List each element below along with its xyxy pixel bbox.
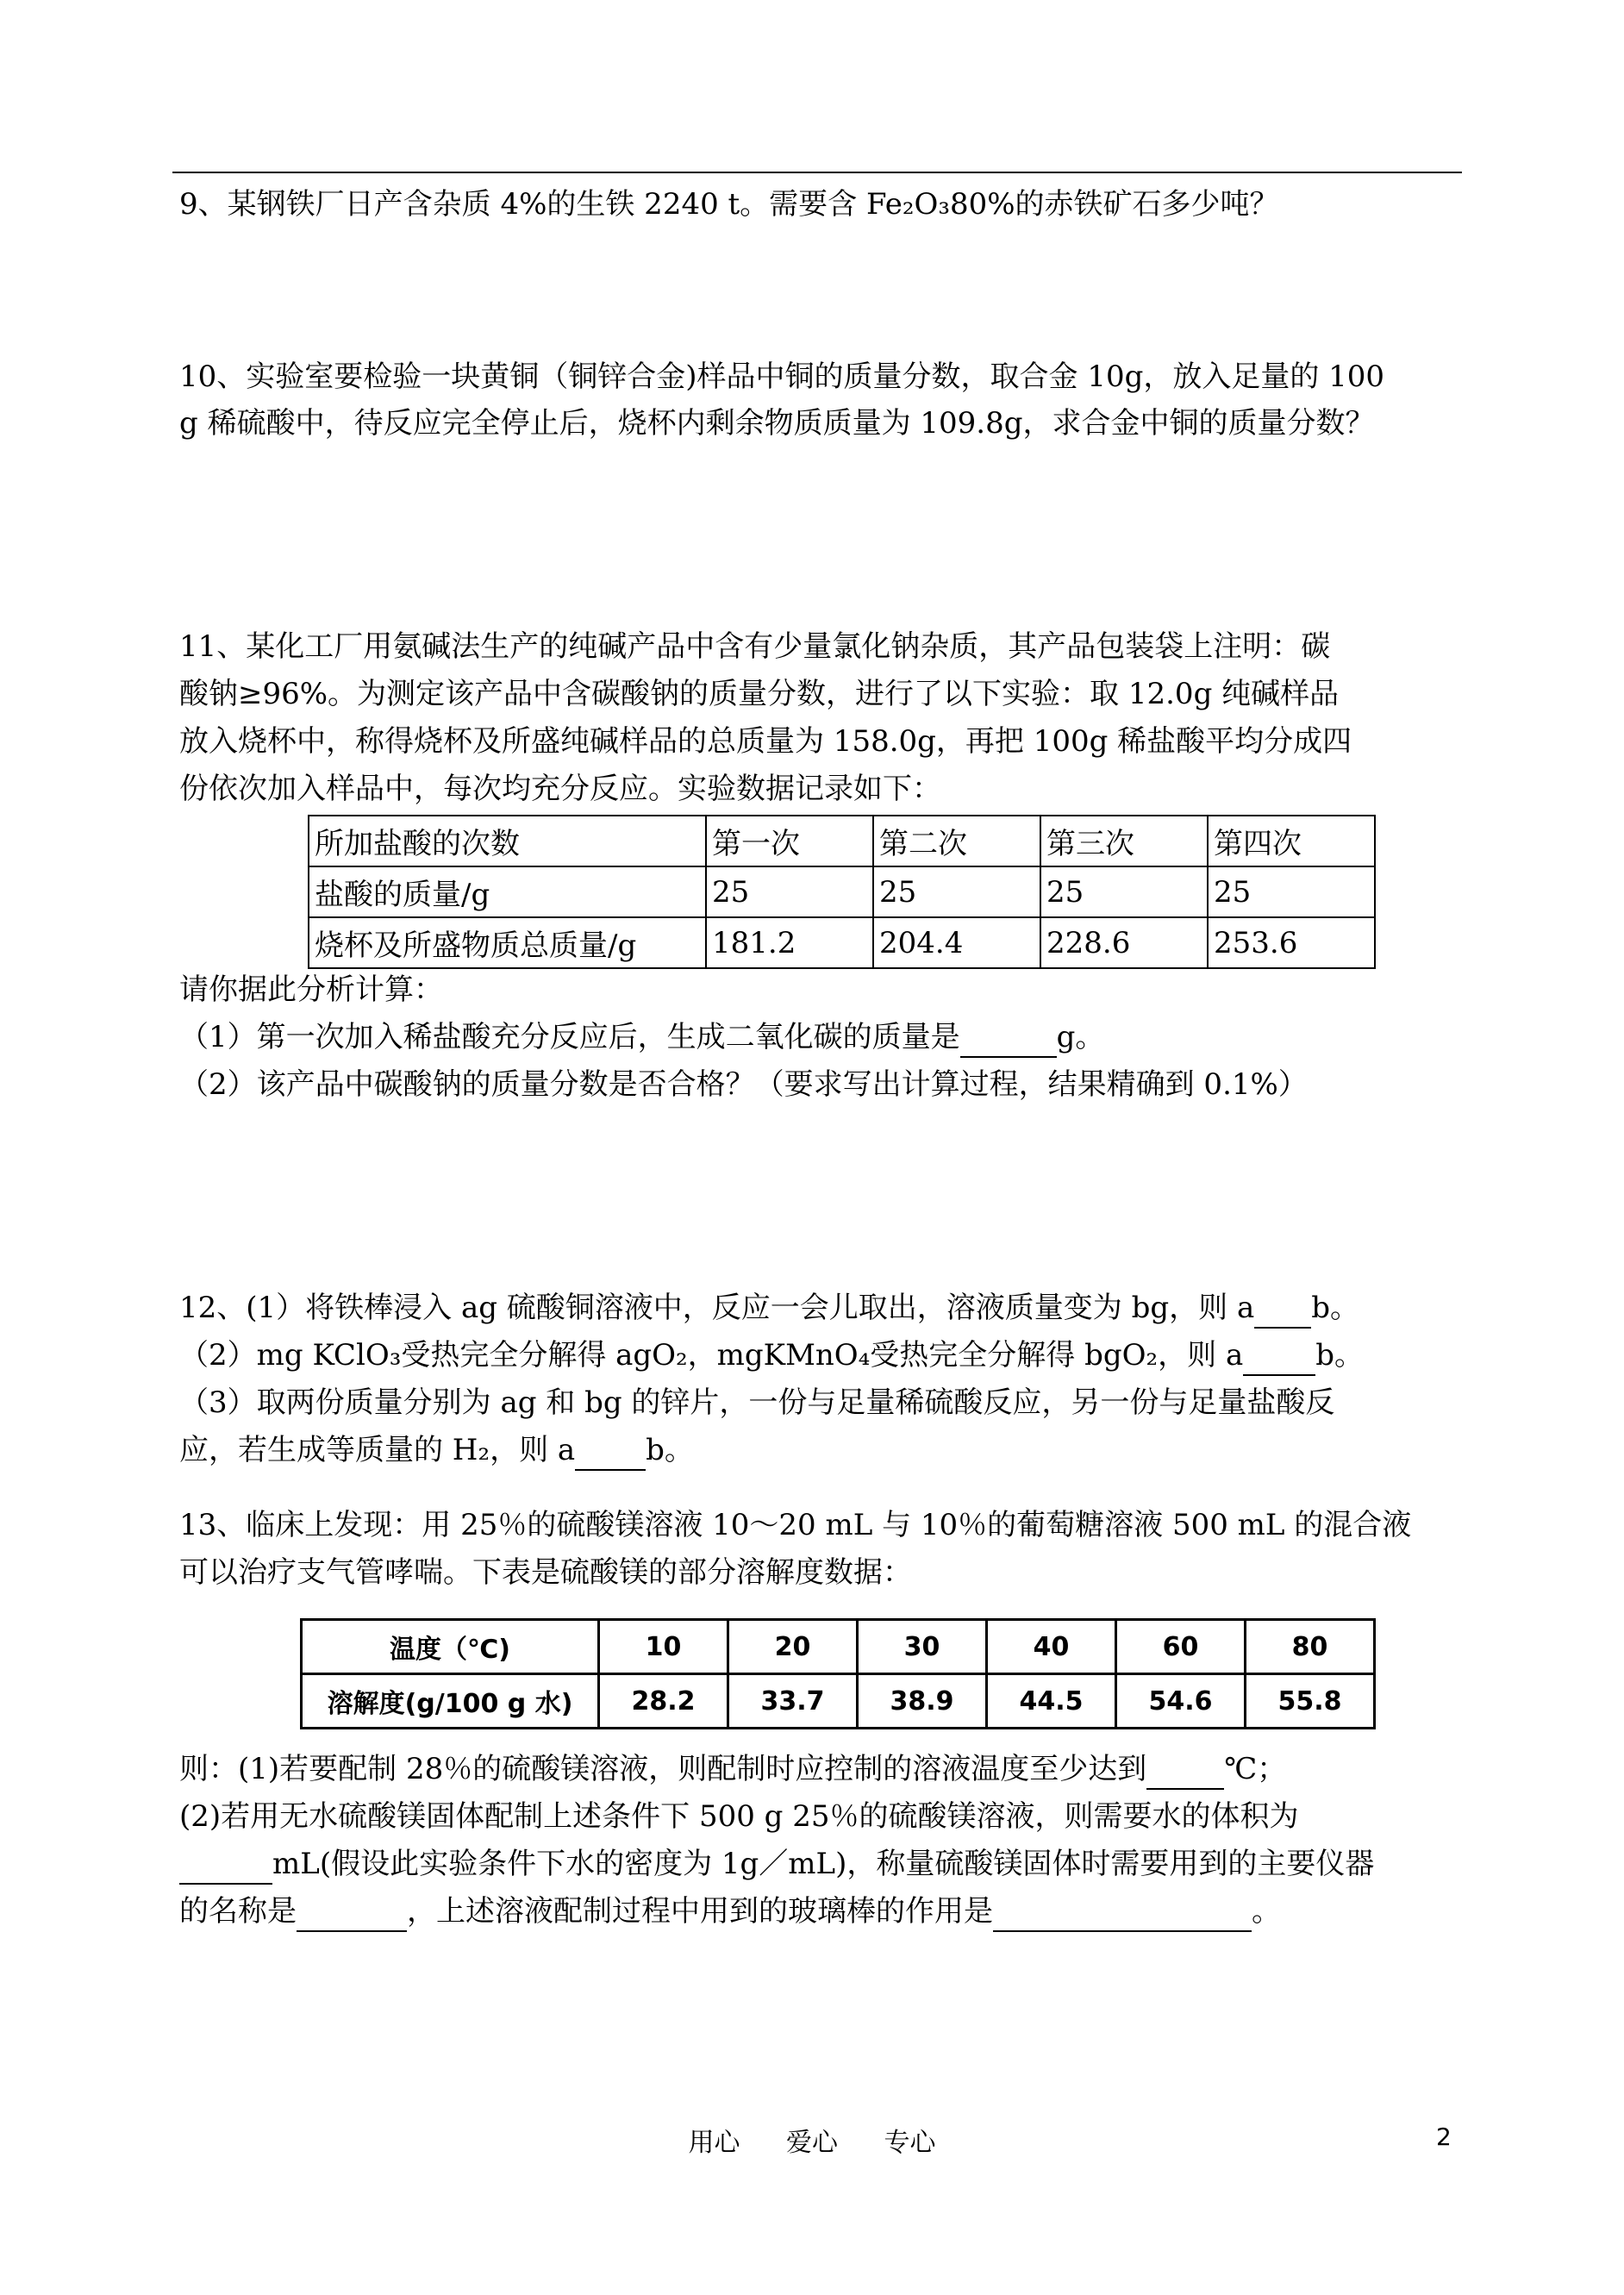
page-footer xyxy=(0,2121,1624,2159)
question-11-line2: 酸钠≥96%。为测定该产品中含碳酸钠的质量分数，进行了以下实验：取 12.0g 纯碱样品 xyxy=(179,677,1340,711)
sub1-text: （1）第一次加入稀盐酸充分反应后，生成二氧化碳的质量是 xyxy=(179,1020,960,1054)
table-cell: 33.7 xyxy=(728,1674,858,1729)
question-11-line1: 11、某化工厂用氨碱法生产的纯碱产品中含有少量氯化钠杂质，其产品包装袋上注明：碳 xyxy=(179,629,1331,664)
q12-text: b。 xyxy=(1311,1291,1359,1325)
table-cell: 80 xyxy=(1246,1620,1375,1674)
table-cell: 25 xyxy=(1208,866,1375,917)
question-11-sub2: （2）该产品中碳酸钠的质量分数是否合格？（要求写出计算过程，结果精确到 0.1%） xyxy=(179,1067,1308,1102)
question-12-line3: （3）取两份质量分别为 ag 和 bg 的锌片，一份与足量稀硫酸反应，另一份与足量盐酸反 xyxy=(179,1385,1335,1420)
q13-text: ℃； xyxy=(1224,1752,1287,1786)
table-cell: 54.6 xyxy=(1116,1674,1246,1729)
table-cell: 烧杯及所盛物质总质量/g xyxy=(309,917,706,968)
question-9: 9、某钢铁厂日产含杂质 4%的生铁 2240 t。需要含 Fe₂O₃80%的赤铁矿石多少吨？ xyxy=(179,187,1279,222)
table-cell: 60 xyxy=(1116,1620,1246,1674)
q13-text: 。 xyxy=(1252,1894,1281,1929)
table-cell: 55.8 xyxy=(1246,1674,1375,1729)
table-row xyxy=(302,1674,1375,1729)
table-cell: 温度（℃) xyxy=(302,1620,599,1674)
table-cell: 40 xyxy=(987,1620,1116,1674)
table-row xyxy=(309,917,1375,968)
table-cell: 44.5 xyxy=(987,1674,1116,1729)
answer-blank[interactable] xyxy=(960,1018,1057,1058)
table-row xyxy=(309,866,1375,917)
table-cell: 10 xyxy=(599,1620,728,1674)
q13-text: 则：(1)若要配制 28％的硫酸镁溶液，则配制时应控制的溶液温度至少达到 xyxy=(179,1752,1147,1786)
question-12-line4 xyxy=(179,1431,694,1471)
question-13-part2-line1: (2)若用无水硫酸镁固体配制上述条件下 500 g 25％的硫酸镁溶液，则需要水的体积为 xyxy=(179,1799,1299,1834)
table-row xyxy=(309,816,1375,866)
q13-text: 的名称是 xyxy=(179,1894,297,1929)
table-cell: 181.2 xyxy=(706,917,873,968)
solubility-table xyxy=(300,1618,1376,1729)
question-12-line1 xyxy=(179,1289,1359,1329)
question-11-sub1 xyxy=(179,1018,1104,1058)
table-cell: 204.4 xyxy=(873,917,1040,968)
table-cell: 第一次 xyxy=(706,816,873,866)
sub1-unit: g。 xyxy=(1056,1020,1105,1054)
footer-text: 用心 xyxy=(688,2128,740,2158)
question-10-line1: 10、实验室要检验一块黄铜（铜锌合金)样品中铜的质量分数，取合金 10g，放入足量的 100 xyxy=(179,360,1385,394)
table-cell: 25 xyxy=(873,866,1040,917)
question-12-line2 xyxy=(179,1336,1364,1376)
q13-text: mL(假设此实验条件下水的密度为 1g／mL)，称量硫酸镁固体时需要用到的主要仪器 xyxy=(272,1847,1375,1881)
answer-blank[interactable] xyxy=(993,1892,1252,1932)
question-13-line1: 13、临床上发现：用 25％的硫酸镁溶液 10～20 mL 与 10％的葡萄糖溶液 500 mL 的混合液 xyxy=(179,1508,1412,1542)
answer-blank[interactable] xyxy=(1243,1336,1315,1376)
table-cell: 盐酸的质量/g xyxy=(309,866,706,917)
answer-blank[interactable] xyxy=(1254,1289,1311,1329)
question-13-line2: 可以治疗支气管哮喘。下表是硫酸镁的部分溶解度数据： xyxy=(179,1555,912,1590)
page-number: 2 xyxy=(1436,2123,1452,2151)
question-10-line2: g 稀硫酸中，待反应完全停止后，烧杯内剩余物质质量为 109.8g，求合金中铜的质量分数？ xyxy=(179,406,1375,441)
q12-text: b。 xyxy=(646,1433,694,1467)
header-rule xyxy=(172,172,1462,173)
answer-blank[interactable] xyxy=(297,1892,407,1932)
question-13-part2-line3 xyxy=(179,1892,1281,1932)
q12-text: 12、(1）将铁棒浸入 ag 硫酸铜溶液中，反应一会儿取出，溶液质量变为 bg，则 a xyxy=(179,1291,1255,1325)
table-cell: 溶解度(g/100 g 水) xyxy=(302,1674,599,1729)
footer-text: 爱心 xyxy=(786,2128,838,2158)
q12-text: （2）mg KClO₃受热完全分解得 agO₂，mgKMnO₄受热完全分解得 bgO₂，则 a xyxy=(179,1338,1244,1373)
table-cell: 第四次 xyxy=(1208,816,1375,866)
table-cell: 第二次 xyxy=(873,816,1040,866)
answer-blank[interactable] xyxy=(1146,1750,1224,1790)
table-cell: 30 xyxy=(858,1620,987,1674)
answer-blank[interactable] xyxy=(575,1431,646,1471)
table-cell: 所加盐酸的次数 xyxy=(309,816,706,866)
question-13-part2-line2 xyxy=(179,1845,1374,1885)
answer-blank[interactable] xyxy=(179,1845,272,1885)
q12-text: b。 xyxy=(1315,1338,1364,1373)
table-cell: 253.6 xyxy=(1208,917,1375,968)
table-cell: 第三次 xyxy=(1040,816,1208,866)
question-11-prompt: 请你据此分析计算： xyxy=(179,972,443,1007)
q13-text: ，上述溶液配制过程中用到的玻璃棒的作用是 xyxy=(407,1894,993,1929)
question-13-part1 xyxy=(179,1750,1286,1790)
table-cell: 20 xyxy=(728,1620,858,1674)
hydrochloric-acid-data-table xyxy=(308,815,1376,969)
q12-text: 应，若生成等质量的 H₂，则 a xyxy=(179,1433,576,1467)
table-row xyxy=(302,1620,1375,1674)
table-cell: 25 xyxy=(706,866,873,917)
footer-text: 专心 xyxy=(884,2128,936,2158)
table-cell: 228.6 xyxy=(1040,917,1208,968)
question-11-line3: 放入烧杯中，称得烧杯及所盛纯碱样品的总质量为 158.0g，再把 100g 稀盐酸平均分成四 xyxy=(179,724,1352,759)
table-cell: 28.2 xyxy=(599,1674,728,1729)
table-cell: 38.9 xyxy=(858,1674,987,1729)
table-cell: 25 xyxy=(1040,866,1208,917)
question-11-line4: 份依次加入样品中，每次均充分反应。实验数据记录如下： xyxy=(179,772,941,806)
